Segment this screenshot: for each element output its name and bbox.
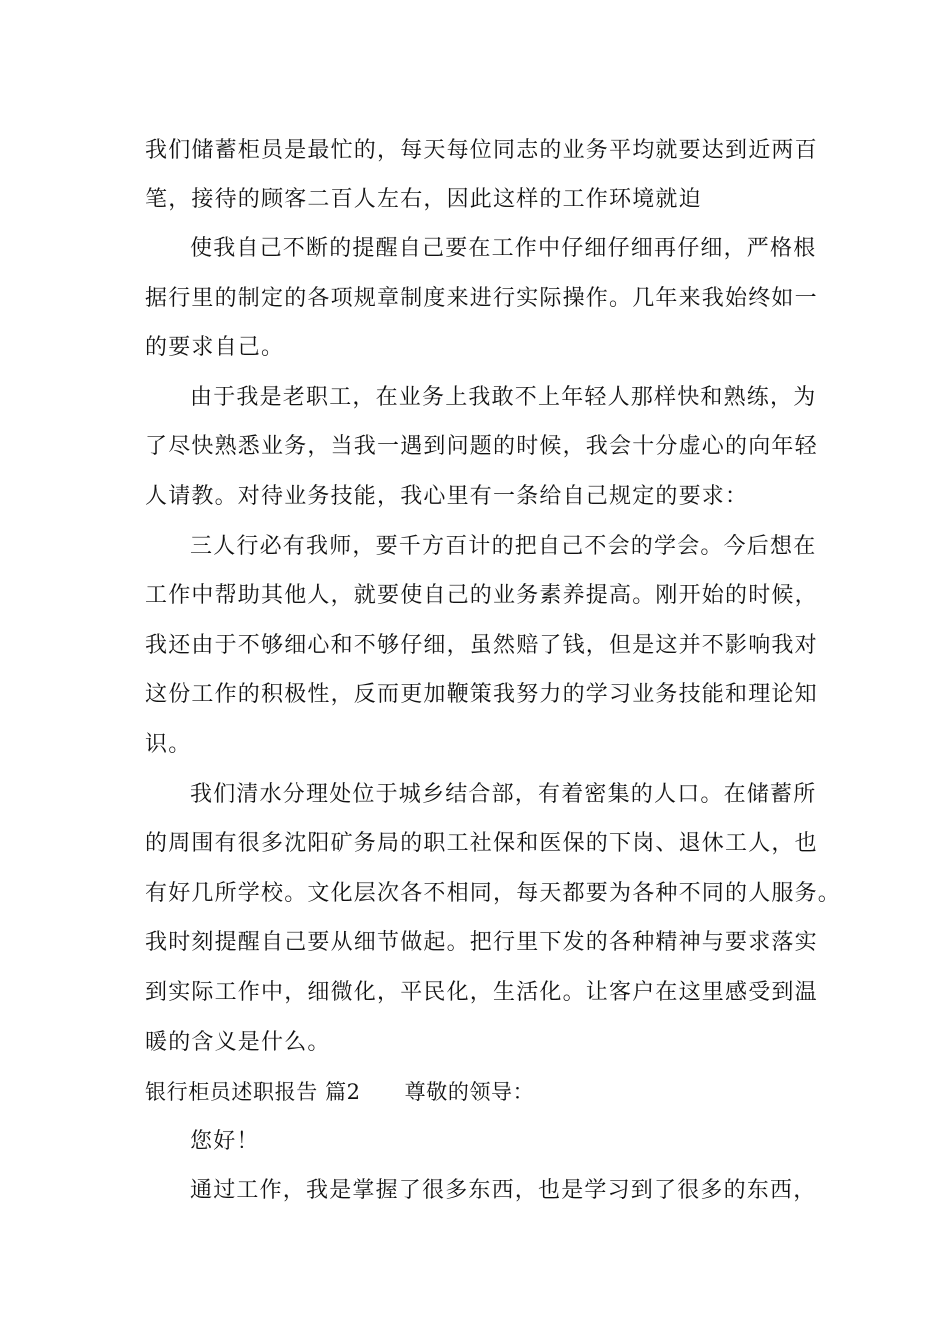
text-line: 的周围有很多沈阳矿务局的职工社保和医保的下岗、退休工人，也	[145, 831, 818, 856]
text-line: 三人行必有我师，要千方百计的把自己不会的学会。今后想在	[190, 534, 817, 559]
text-line: 据行里的制定的各项规章制度来进行实际操作。几年来我始终如一	[145, 286, 818, 311]
text-line: 工作中帮助其他人，就要使自己的业务素养提高。刚开始的时候，	[145, 583, 818, 608]
text-line: 使我自己不断的提醒自己要在工作中仔细仔细再仔细，严格根	[190, 236, 817, 261]
text-line: 识。	[145, 732, 192, 757]
text-line: 笔，接待的顾客二百人左右，因此这样的工作环境就迫	[145, 187, 702, 212]
text-line: 通过工作，我是掌握了很多东西，也是学习到了很多的东西，	[190, 1178, 817, 1203]
text-line: 的要求自己。	[145, 335, 285, 360]
text-line: 我们储蓄柜员是最忙的，每天每位同志的业务平均就要达到近两百	[145, 138, 818, 163]
section-title: 银行柜员述职报告 篇2	[145, 1080, 361, 1104]
text-line: 由于我是老职工，在业务上我敢不上年轻人那样快和熟练，为	[190, 385, 817, 410]
section-heading	[145, 1077, 534, 1107]
text-line: 了尽快熟悉业务，当我一遇到问题的时候，我会十分虚心的向年轻	[145, 434, 818, 459]
text-line: 人请教。对待业务技能，我心里有一条给自己规定的要求：	[145, 484, 749, 509]
text-line: 有好几所学校。文化层次各不相同，每天都要为各种不同的人服务。	[145, 881, 842, 906]
text-line: 我时刻提醒自己要从细节做起。把行里下发的各种精神与要求落实	[145, 930, 818, 955]
text-line: 这份工作的积极性，反而更加鞭策我努力的学习业务技能和理论知	[145, 682, 818, 707]
text-line: 暖的含义是什么。	[145, 1030, 331, 1055]
text-line: 到实际工作中，细微化，平民化，生活化。让客户在这里感受到温	[145, 980, 818, 1005]
greeting: 您好！	[190, 1129, 260, 1154]
text-line: 我们清水分理处位于城乡结合部，有着密集的人口。在储蓄所	[190, 782, 817, 807]
text-line: 我还由于不够细心和不够仔细，虽然赔了钱，但是这并不影响我对	[145, 633, 818, 658]
salutation: 尊敬的领导：	[404, 1080, 535, 1104]
